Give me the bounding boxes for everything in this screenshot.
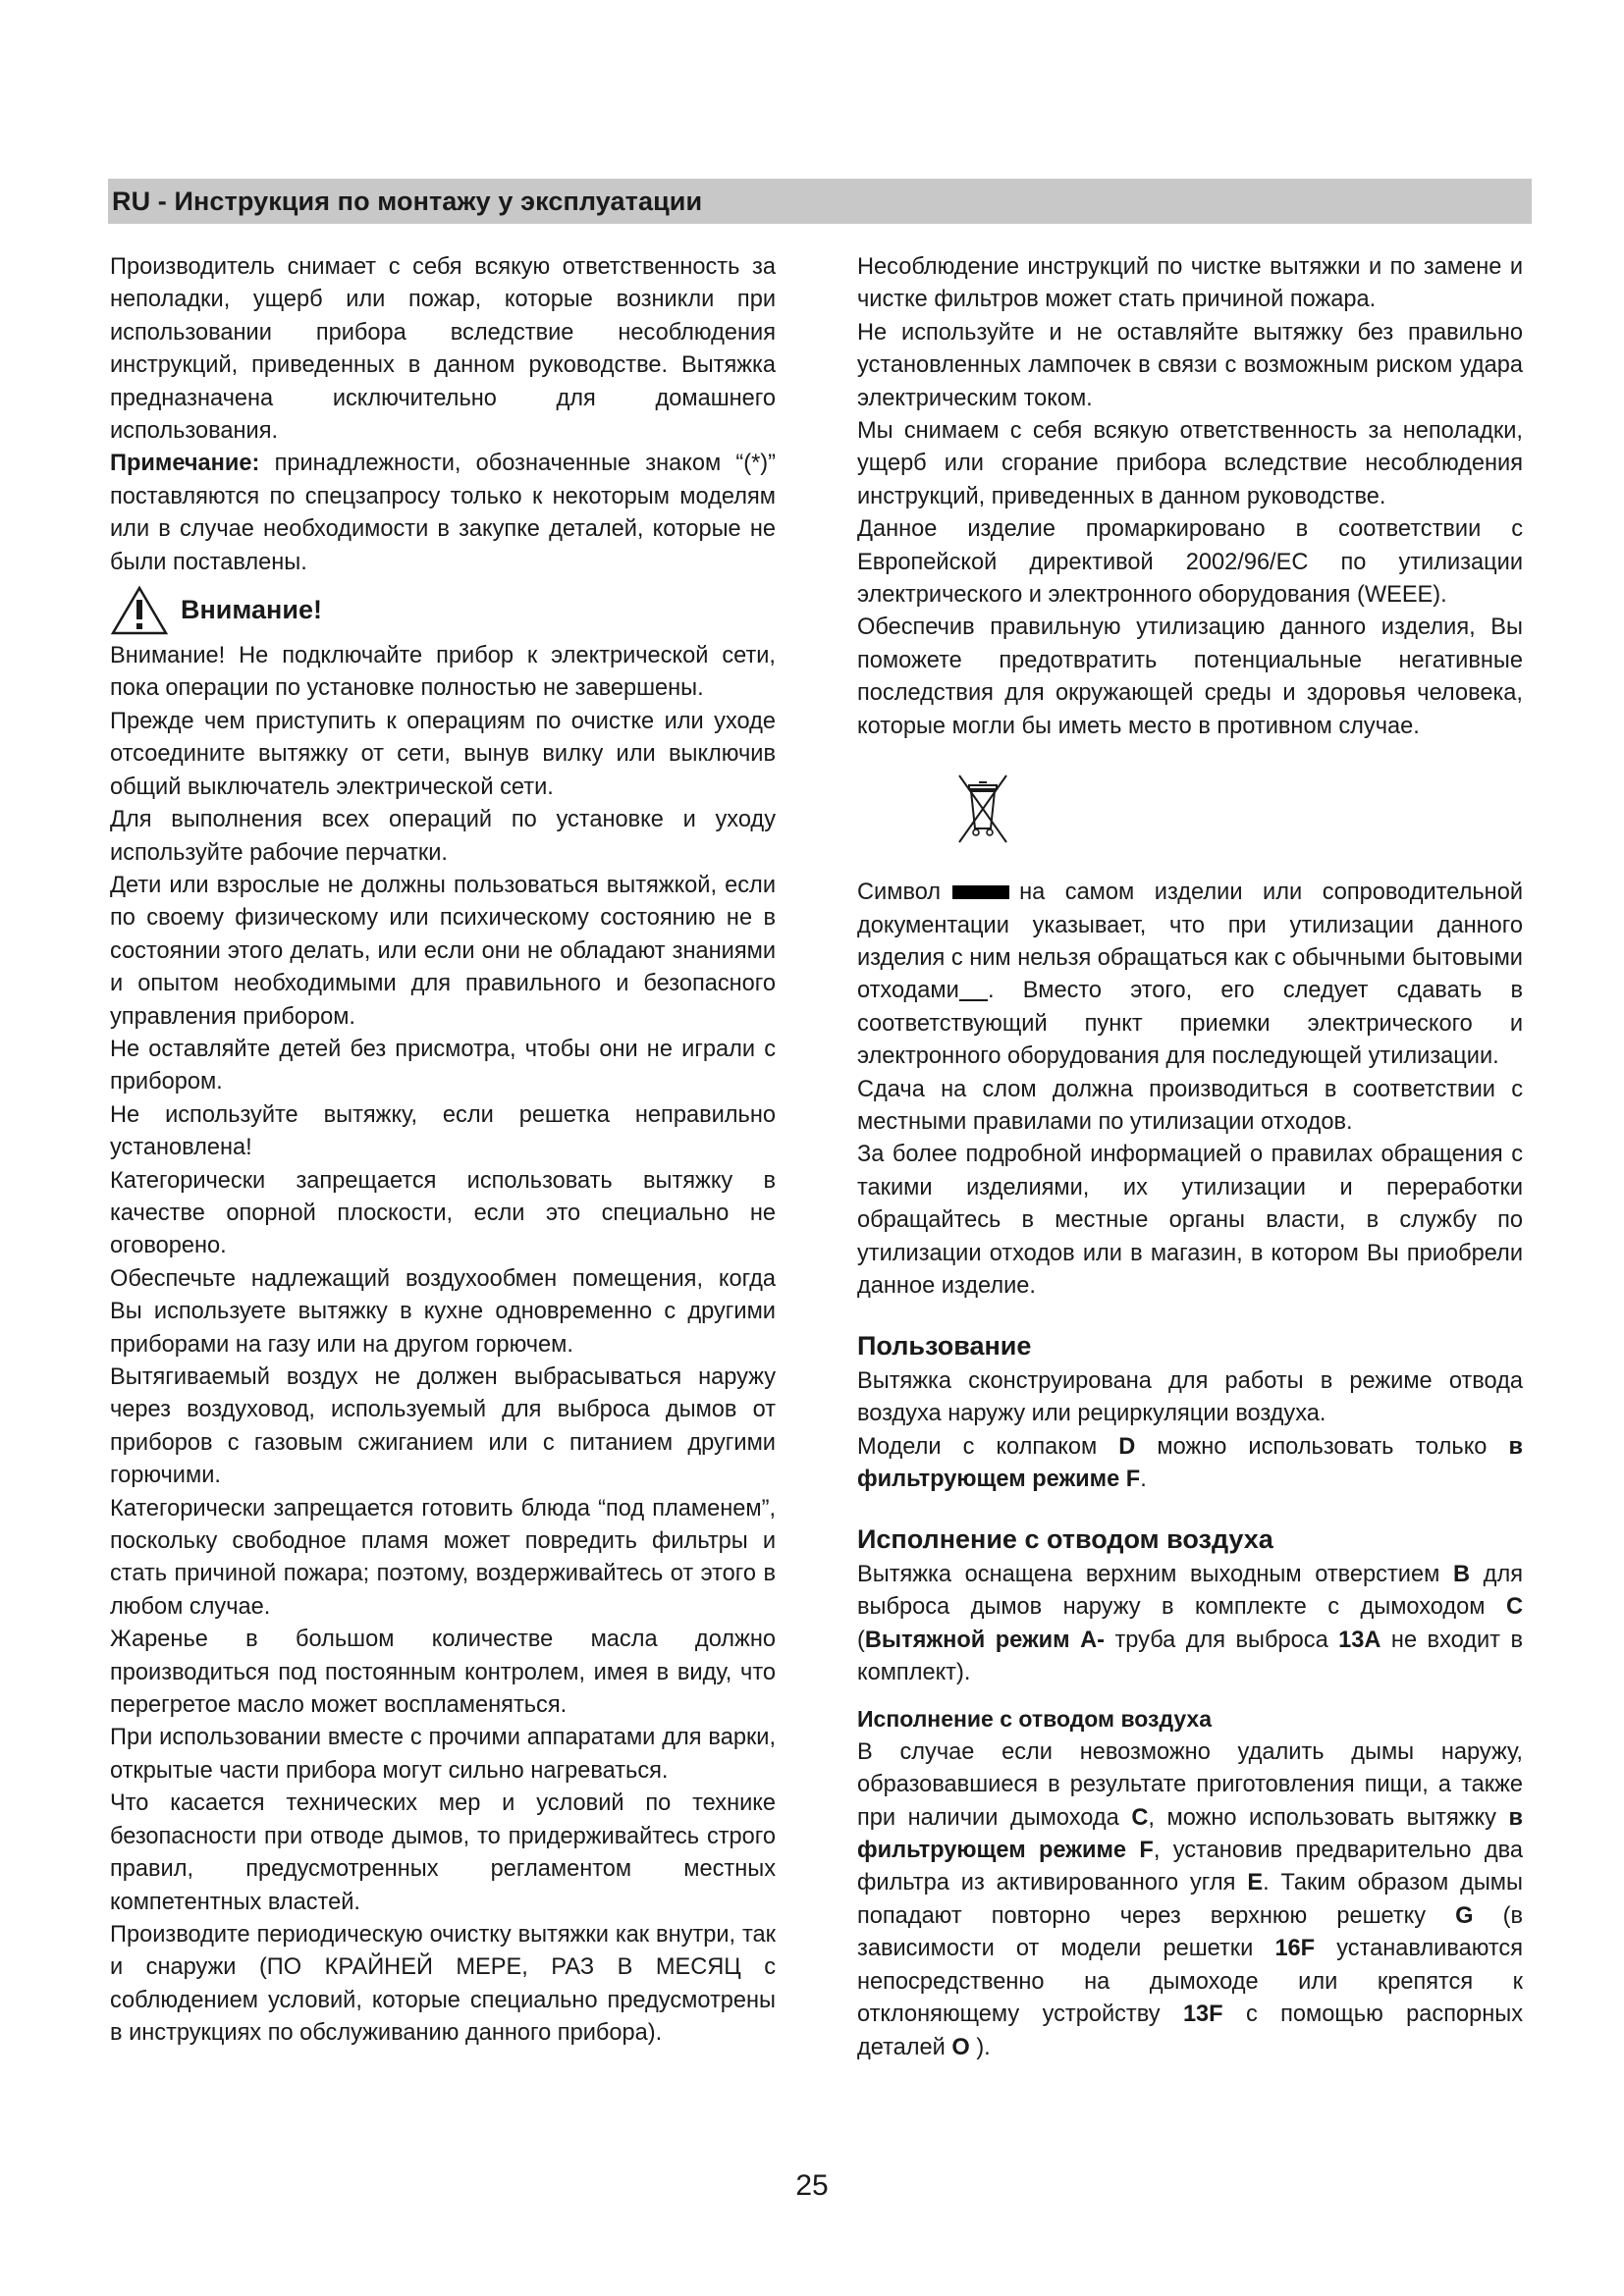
- label-e: E: [1247, 1870, 1264, 1896]
- text-run: не входит в комплект).: [857, 1627, 1523, 1686]
- label-c: C: [1505, 1594, 1523, 1621]
- warning-title: Внимание!: [181, 595, 322, 625]
- warning-paragraph: При использовании вместе с прочими аппаратами для варки, открытые части прибора могут сильно нагреваться.: [110, 1725, 776, 1784]
- note-label: Примечание:: [110, 451, 260, 477]
- text-run: с помощью распорных деталей: [857, 2002, 1523, 2060]
- label-o: O: [951, 2034, 970, 2060]
- filter-mode-label: в фильтрующем режиме F: [857, 1433, 1523, 1492]
- symbol-underline: [959, 978, 988, 1003]
- text-run: , установив предварительно два фильтра из активированного угля: [857, 1838, 1523, 1896]
- label-16f: 16F: [1274, 1936, 1316, 1962]
- black-bar-symbol: [952, 885, 1009, 899]
- exhaust-heading: Исполнение с отводом воздуха: [857, 1524, 1273, 1555]
- text-run: для выброса дымов наружу в комплекте с дымоходом: [857, 1561, 1523, 1621]
- symbol-text: на самом изделии или сопроводительной документации указывает, что при утилизации данного изделия с ним нельзя обращаться как с обычными бытовыми отходами: [857, 880, 1523, 1004]
- warning-heading: [110, 583, 776, 638]
- filter-heading: Исполнение с отводом воздуха: [857, 1706, 1213, 1733]
- warning-paragraph: Не используйте вытяжку, если решетка неправильно установлена!: [110, 1101, 776, 1161]
- warning-paragraph: Что касается технических мер и условий по технике безопасности при отводе дымов, то придерживайтесь строго правил, предусмотренных регламентом местных компетентных властей.: [110, 1790, 776, 1915]
- page-number: 25: [795, 2169, 829, 2202]
- text-run: ).: [969, 2034, 991, 2060]
- label-b: B: [1452, 1561, 1471, 1587]
- section-header-bar: [108, 179, 1532, 224]
- note-paragraph: [110, 448, 776, 579]
- text-run: .: [1140, 1467, 1147, 1492]
- text-run: , можно использовать вытяжку: [1148, 1804, 1509, 1831]
- warning-paragraph: Жаренье в большом количестве масла должно производиться под постоянным контролем, имея в виду, что перегретое масло может воспламеняться.: [110, 1627, 776, 1719]
- text-run: Модели с колпаком: [857, 1433, 1119, 1460]
- text-run: устанавливаются непосредственно на дымоходе или крепятся к отклоняющему устройству: [857, 1936, 1523, 2028]
- symbol-paragraph: [857, 877, 1523, 1073]
- usage-heading: Пользование: [857, 1331, 1032, 1362]
- text-run: В случае если невозможно удалить дымы наружу, образовавшиеся в результате приготовления пищи, а также при наличии дымохода: [857, 1738, 1523, 1831]
- warning-paragraph: Категорически запрещается готовить блюда “под пламенем”, поскольку свободное пламя может повредить фильтры и стать причиной пожара; поэтому, воздерживайтесь от этого в любом случае.: [110, 1495, 776, 1620]
- label-13a: 13A: [1338, 1627, 1381, 1653]
- warning-triangle-icon: [110, 585, 169, 636]
- right-paragraph: Мы снимаем с себя всякую ответственность за неполадки, ущерб или сгорание прибора вследствие несоблюдения инструкций, приведенных в данном руководстве.: [857, 418, 1523, 509]
- symbol-word: Символ: [857, 880, 942, 906]
- label-f: F: [1139, 1838, 1154, 1864]
- text-run: [1126, 1838, 1139, 1863]
- warning-paragraph: Прежде чем приступить к операциям по очистке или уходе отсоедините вытяжку от сети, вынув вилку или выключив общий выключатель электрической сети.: [110, 708, 776, 800]
- warning-paragraph: Не оставляйте детей без присмотра, чтобы они не играли с прибором.: [110, 1036, 776, 1095]
- label-c: C: [1131, 1804, 1149, 1831]
- filter-paragraph: [857, 1736, 1523, 2064]
- text-run: труба для выброса: [1105, 1627, 1339, 1653]
- label-13f: 13F: [1182, 2002, 1223, 2028]
- right-paragraph: Не используйте и не оставляйте вытяжку без правильно установленных лампочек в связи с возможным риском удара электрическим током.: [857, 319, 1523, 411]
- warning-paragraph: Внимание! Не подключайте прибор к электрической сети, пока операции по установке полностью не завершены.: [110, 643, 776, 702]
- warning-paragraph: Категорически запрещается использовать вытяжку в качестве опорной плоскости, если это специально не оговорено.: [110, 1167, 776, 1259]
- text-run: . Таким образом дымы попадают повторно через верхнюю решетку: [857, 1870, 1523, 1929]
- text-run: (: [857, 1627, 865, 1653]
- right-paragraph: Обеспечив правильную утилизацию данного изделия, Вы поможете предотвратить потенциальные негативные последствия для окружающей среды и здоровья человека, которые могли бы иметь место в противном случае.: [857, 614, 1523, 739]
- crossed-bin-icon: [955, 774, 1010, 846]
- left-column: [110, 251, 776, 2051]
- text-run: (в зависимости от модели решетки: [857, 1902, 1523, 1962]
- warning-paragraph: Вытягиваемый воздух не должен выбрасываться наружу через воздуховод, используемый для выброса дымов от приборов с газовым сжиганием или с питанием другими горючими.: [110, 1364, 776, 1489]
- note-text: принадлежности, обозначенные знаком “(*)” поставляются по спецзапросу только к некоторым моделям или в случае необходимости в закупке деталей, которые не были поставлены.: [110, 451, 776, 575]
- text-run: можно использовать только: [1135, 1433, 1509, 1460]
- weee-symbol-block: [857, 743, 1523, 877]
- section-title: RU - Инструкция по монтажу у эксплуатации: [112, 186, 703, 216]
- symbol-text-continued: . Вместо этого, его следует сдавать в соответствующий пункт приемки электрического и электронного оборудования для последующей утилизации.: [857, 978, 1523, 1070]
- right-paragraph: Данное изделие промаркировано в соответствии с Европейской директивой 2002/96/EC по утилизации электрического и электронного оборудования (WEEE).: [857, 516, 1523, 609]
- info-paragraph: За более подробной информацией о правилах обращения с такими изделиями, их утилизации и переработки обращайтесь в местные органы власти, в службу по утилизации отходов или в магазин, в котором Вы приобрели данное изделие.: [857, 1142, 1523, 1299]
- usage-models-paragraph: [857, 1431, 1523, 1497]
- intro-paragraph: Производитель снимает с себя всякую ответственность за неполадки, ущерб или пожар, которые возникли при использовании прибора вследствие несоблюдения инструкций, приведенных в данном руководстве. Вытяжка предназначена исключительно для домашнего использования.: [110, 254, 776, 445]
- label-d: D: [1118, 1433, 1136, 1460]
- warning-paragraph: Обеспечьте надлежащий воздухообмен помещения, когда Вы используете вытяжку в кухне одновременно с другими приборами на газу или на другом горючем.: [110, 1265, 776, 1358]
- exhaust-paragraph: [857, 1559, 1523, 1690]
- warning-paragraph: Дети или взрослые не должны пользоваться вытяжкой, если по своему физическому или психическому состоянию не в состоянии этого делать, или если они не обладают знаниями и опытом необходимыми для правильного и безопасного управления прибором.: [110, 872, 776, 1030]
- filter-mode-label: в фильтрующем режиме: [857, 1804, 1523, 1864]
- usage-paragraph: Вытяжка сконструирована для работы в режиме отвода воздуха наружу или рециркуляции воздуха.: [857, 1367, 1523, 1427]
- right-paragraph: Несоблюдение инструкций по чистке вытяжки и по замене и чистке фильтров может стать причиной пожара.: [857, 254, 1523, 313]
- warning-paragraph: Для выполнения всех операций по установке и уходу используйте рабочие перчатки.: [110, 807, 776, 866]
- text-run: Вытяжка оснащена верхним выходным отверстием: [857, 1561, 1453, 1587]
- exhaust-mode-label: Вытяжной режим A-: [864, 1627, 1105, 1653]
- label-g: G: [1455, 1902, 1474, 1929]
- disposal-paragraph: Сдача на слом должна производиться в соответствии с местными правилами по утилизации отходов.: [857, 1076, 1523, 1135]
- warning-paragraph: Производите периодическую очистку вытяжки как внутри, так и снаружи (ПО КРАЙНЕЙ МЕРЕ, РАЗ В МЕСЯЦ с соблюдением условий, которые специально предусмотрены в инструкциях по обслуживанию данного прибора).: [110, 1921, 776, 2047]
- right-column: [857, 251, 1523, 2064]
